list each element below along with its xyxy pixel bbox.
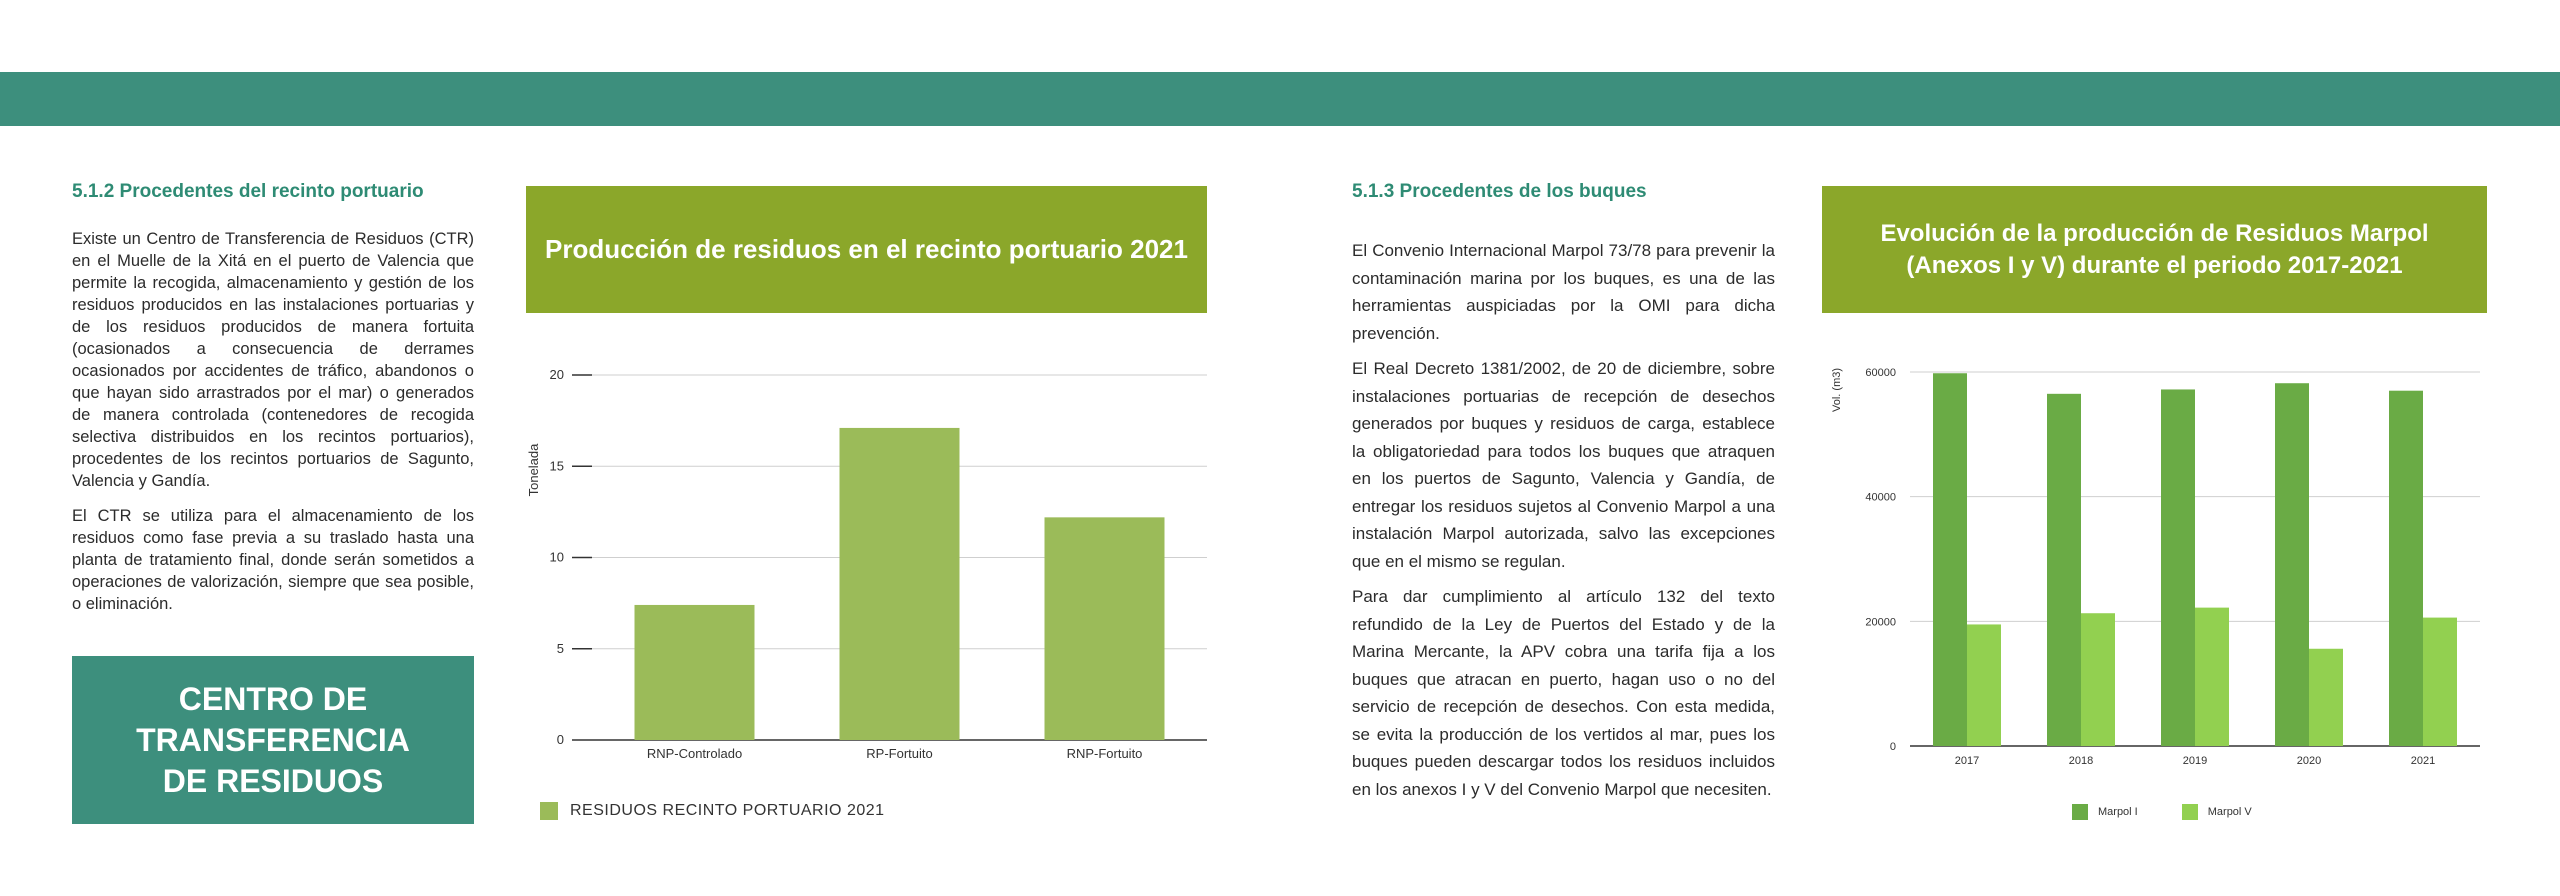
paragraph-marpol: El Convenio Internacional Marpol 73/78 para prevenir la contaminación marina por los buques, es una de las herramientas auspiciadas por la OMI para dicha prevención. [1352, 241, 1775, 343]
x-tick-label: 2019 [2182, 755, 2208, 767]
bar [2081, 613, 2115, 746]
y-tick-label: 10 [549, 549, 564, 565]
ctr-box-line: CENTRO DE [178, 680, 368, 717]
y-tick-label: 0 [556, 732, 564, 747]
x-tick-label: 2017 [1954, 755, 1980, 767]
x-tick-label: RNP-Fortuito [1066, 746, 1143, 761]
bar [840, 428, 960, 740]
ctr-box-line: DE RESIDUOS [162, 762, 384, 799]
chart1-title: Producción de residuos en el recinto portuario 2021 [545, 234, 1188, 264]
chart1-header [526, 186, 1207, 313]
bar [2047, 394, 2081, 746]
chart2-legend-label: Marpol V [2207, 806, 2252, 818]
paragraph-real-decreto: El Real Decreto 1381/2002, de 20 de diciembre, sobre instalaciones portuarias de recepción de desechos generados por buques y residuos de carga, establece la obligatoriedad para todos los buques que atraquen en los puertos de Sagunto, Valencia y Gandía, de entregar los residuos sujetos al Convenio Marpol a una instalación Marpol autorizada, salvo las excepciones que en el mismo se regulan. [1352, 359, 1775, 571]
chart1-plot [526, 350, 1216, 770]
chart2-header [1822, 186, 2487, 313]
ctr-box-line: TRANSFERENCIA [136, 721, 410, 758]
y-tick-label: 40000 [1865, 491, 1896, 504]
chart1-legend-swatch [540, 802, 558, 820]
paragraph-articulo-132: Para dar cumplimiento al artículo 132 del texto refundido de la Ley de Puertos del Estado y de la Marina Mercante, la APV cobra una tarifa fija a los buques que atracan en puerto, hagan uso o no del servicio de recepción de desechos. Con esta medida, se evita la producción de los vertidos al mar, pues los buques pueden descargar todos los residuos incluidos en los anexos I y V del Convenio Marpol que necesiten. [1352, 587, 1775, 799]
y-tick-label: 20000 [1865, 616, 1896, 629]
y-tick-label: 5 [556, 640, 564, 656]
y-tick-label: 60000 [1865, 367, 1896, 379]
paragraph-ctr-use: El CTR se utiliza para el almacenamiento de los residuos como fase previa a su traslado hasta una planta de tratamiento final, donde serán sometidos a operaciones de valorización, siempre que sea posible, o eliminación. [72, 507, 474, 613]
chart2-legend-swatch [2072, 804, 2088, 820]
bar [2275, 383, 2309, 746]
y-tick-label: 15 [549, 458, 564, 474]
top-band [0, 72, 2560, 126]
bar [2389, 391, 2423, 746]
paragraph-ctr-intro: Existe un Centro de Transferencia de Residuos (CTR) en el Muelle de la Xitá en el puerto de Valencia que permite la recogida, almacenamiento y gestión de los residuos producidos en las instalaciones portuarias y de los residuos producidos de manera fortuita (ocasionados a consecuencia de derrames ocasionados por accidentes de tráfico, abandonos o que hayan sido arrastrados por el mar) o generados de manera controlada (contenedores de recogida selectiva distribuidos en los recintos portuarios), procedentes de los recintos portuarios de Sagunto, Valencia y Gandía. [72, 230, 474, 490]
chart1-legend [540, 802, 885, 820]
bar [2195, 608, 2229, 746]
section-title-recinto: 5.1.2 Procedentes del recinto portuario [72, 181, 424, 202]
chart2-legend-label: Marpol I [2098, 806, 2138, 818]
x-tick-label: RNP-Controlado [646, 746, 743, 761]
bar [1967, 624, 2001, 746]
x-tick-label: RP-Fortuito [866, 746, 933, 761]
bar [1045, 517, 1165, 740]
chart2-legend-swatch [2182, 804, 2198, 820]
x-tick-label: 2020 [2296, 755, 2322, 767]
bar [2423, 618, 2457, 746]
y-tick-label: 20 [549, 367, 564, 382]
bar [2161, 389, 2195, 746]
bar [1933, 373, 1967, 746]
y-axis-label: Vol. (m3) [1831, 367, 1843, 413]
section-title-buques: 5.1.3 Procedentes de los buques [1352, 181, 1647, 202]
y-tick-label: 0 [1889, 741, 1896, 753]
y-axis-label: Tonelada [526, 443, 541, 497]
bar [635, 605, 755, 740]
chart2-title-line: (Anexos I y V) durante el periodo 2017-2021 [1906, 251, 2403, 279]
chart1-legend-label: RESIDUOS RECINTO PORTUARIO 2021 [570, 802, 885, 819]
ctr-highlight-box [72, 656, 474, 824]
chart2-title-line: Evolución de la producción de Residuos Marpol [1880, 219, 2429, 247]
chart2-legend [2072, 804, 2252, 820]
chart2-plot [1822, 350, 2502, 770]
bar [2309, 649, 2343, 746]
x-tick-label: 2018 [2068, 755, 2094, 767]
x-tick-label: 2021 [2410, 755, 2436, 767]
